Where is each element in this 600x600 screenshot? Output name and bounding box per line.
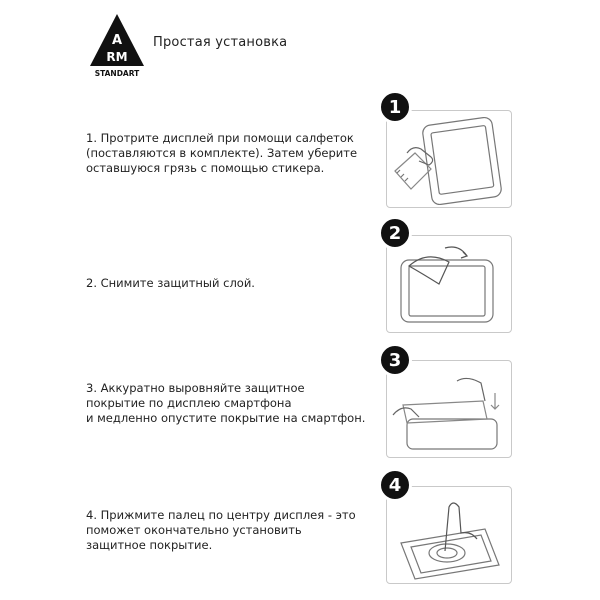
step-1-line: оставшуюся грязь с помощью стикера. bbox=[86, 161, 325, 175]
step-3-badge: 3 bbox=[378, 343, 412, 377]
step-2-line: 2. Снимите защитный слой. bbox=[86, 276, 255, 290]
step-3-line: 3. Аккуратно выровняйте защитное bbox=[86, 381, 305, 395]
wipe-screen-icon bbox=[387, 111, 511, 207]
step-4-badge: 4 bbox=[378, 468, 412, 502]
step-3-line: покрытие по дисплею смартфона bbox=[86, 396, 292, 410]
press-center-icon bbox=[387, 487, 511, 583]
logo-word-standart: STANDART bbox=[94, 69, 140, 78]
step-1-illustration bbox=[386, 110, 512, 208]
logo-triangle-icon bbox=[86, 12, 148, 78]
arm-standart-logo bbox=[86, 12, 148, 78]
step-4-line: 4. Прижмите палец по центру дисплея - это bbox=[86, 508, 356, 522]
step-2-text bbox=[86, 276, 376, 291]
step-1-badge: 1 bbox=[378, 90, 412, 124]
step-2-illustration bbox=[386, 235, 512, 333]
logo-letters-rm: RM bbox=[106, 50, 128, 64]
step-3-illustration bbox=[386, 360, 512, 458]
peel-film-icon bbox=[387, 236, 511, 332]
step-4-illustration bbox=[386, 486, 512, 584]
step-3-text bbox=[86, 381, 376, 426]
step-1-line: 1. Протрите дисплей при помощи салфеток bbox=[86, 131, 354, 145]
logo-letter-a: A bbox=[111, 33, 123, 48]
page-title: Простая установка bbox=[153, 35, 288, 50]
step-1-line: (поставляются в комплекте). Затем уберите bbox=[86, 146, 358, 160]
step-4-text bbox=[86, 508, 376, 553]
step-3-line: и медленно опустите покрытие на смартфон. bbox=[86, 411, 366, 425]
align-protector-icon bbox=[387, 361, 511, 457]
step-1-text bbox=[86, 131, 376, 176]
step-4-line: поможет окончательно установить bbox=[86, 523, 302, 537]
step-2-badge: 2 bbox=[378, 216, 412, 250]
step-4-line: защитное покрытие. bbox=[86, 538, 213, 552]
